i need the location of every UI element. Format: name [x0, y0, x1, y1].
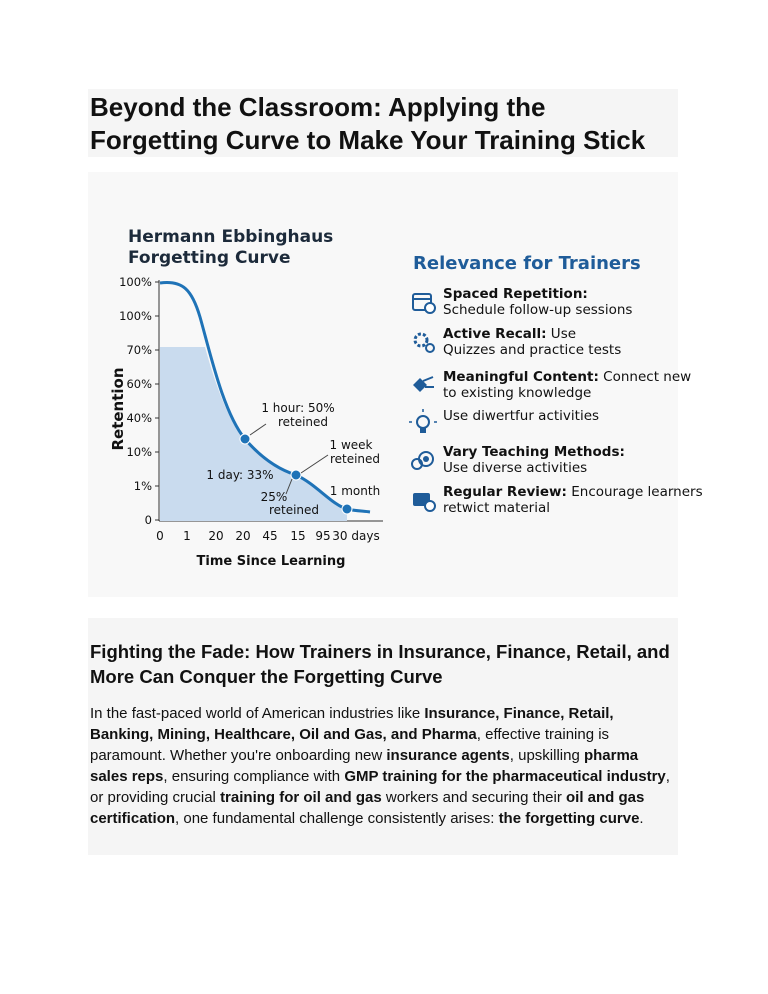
- relevance-item-line1: Spaced Repetition:: [443, 286, 588, 302]
- emphasis-text: oil and gas certification: [90, 789, 645, 827]
- relevance-item: [415, 326, 621, 358]
- x-tick-label: 45: [262, 529, 278, 543]
- relevance-item-line2: Schedule follow-up sessions: [443, 302, 633, 318]
- lightbulb-icon: [409, 409, 437, 433]
- annotation-25: 25%: [260, 490, 288, 504]
- body-text: workers and securing their: [381, 789, 566, 806]
- y-tick-label: 0: [144, 513, 152, 527]
- title-block: [88, 89, 678, 157]
- body-text: , effective training is paramount. Whether you're onboarding new: [90, 726, 610, 764]
- infographic-svg: [88, 172, 703, 597]
- relevance-item-line1: Meaningful Content: Connect new: [443, 369, 692, 385]
- chart-subtitle: Forgetting Curve: [128, 248, 291, 268]
- retention-area: [160, 347, 347, 521]
- annotation-1-week-sub: reteined: [329, 452, 381, 466]
- section-paragraph: [88, 703, 678, 829]
- annotation-1-month: 1 month: [329, 484, 381, 498]
- relevance-item-line2: retwict material: [443, 500, 550, 516]
- annotation-1-week: 1 week: [329, 438, 373, 452]
- x-tick-label: 30 days: [332, 529, 380, 543]
- annotation-1-hour-sub: reteined: [277, 415, 329, 429]
- y-tick-label: 70%: [126, 343, 152, 357]
- emphasis-text: insurance agents: [386, 747, 510, 764]
- relevance-item-line1: Active Recall: Use: [443, 326, 577, 342]
- y-axis-title: Retention: [109, 367, 127, 451]
- body-text: In the fast-paced world of American industries like: [90, 705, 425, 722]
- section-heading: Fighting the Fade: How Trainers in Insurance, Finance, Retail, and More Can Conquer the Forgetting Curve: [90, 641, 670, 687]
- x-tick-label: 95: [315, 529, 331, 543]
- connect-icon: [413, 377, 434, 392]
- relevance-item: [412, 444, 625, 476]
- leader-1-week: [301, 455, 328, 473]
- relevance-item: [413, 369, 691, 401]
- relevance-item: [413, 484, 703, 516]
- emphasis-text: training for oil and gas: [220, 789, 382, 806]
- emphasis-text: the forgetting curve: [498, 810, 640, 827]
- x-tick-label: 15: [290, 529, 306, 543]
- body-text: .: [639, 810, 644, 827]
- emphasis-text: GMP training for the pharmaceutical industry: [344, 768, 666, 785]
- annotation-25-sub: reteined: [268, 503, 320, 517]
- relevance-item-line1: Vary Teaching Methods:: [443, 444, 625, 460]
- point-1-week: [291, 470, 301, 480]
- relevance-item-line2: Use diverse activities: [443, 460, 588, 476]
- relevance-item-line2: Quizzes and practice tests: [443, 342, 622, 358]
- leader-1-hour: [250, 424, 266, 435]
- body-text: , or providing crucial: [90, 768, 670, 806]
- relevance-item-line1: Regular Review: Encourage learners: [443, 484, 703, 500]
- body-text: , ensuring compliance with: [163, 768, 345, 785]
- relevance-list: [409, 286, 703, 516]
- x-tick-label: 1: [183, 529, 191, 543]
- article-section: [88, 618, 678, 855]
- x-tick-label: 20: [235, 529, 251, 543]
- point-1-day: [240, 434, 250, 444]
- chart-title: Hermann Ebbinghaus: [128, 227, 334, 247]
- y-tick-label: 40%: [126, 411, 152, 425]
- point-1-month: [342, 504, 352, 514]
- page-title: Beyond the Classroom: Applying the Forgetting Curve to Make Your Training Stick: [90, 92, 646, 155]
- y-tick-label: 10%: [126, 445, 152, 459]
- annotation-1-day: 1 day: 33%: [206, 468, 274, 482]
- forgetting-curve-infographic: [88, 172, 703, 597]
- x-tick-group: [156, 529, 380, 543]
- x-tick-label: 20: [208, 529, 224, 543]
- y-tick-label: 100%: [119, 275, 152, 289]
- emphasis-text: Insurance, Finance, Retail, Banking, Mining, Healthcare, Oil and Gas, and Pharma: [90, 705, 614, 743]
- relevance-item-line2: to existing knowledge: [443, 385, 592, 401]
- y-tick-label: 60%: [126, 377, 152, 391]
- body-text: , one fundamental challenge consistently arises:: [175, 810, 499, 827]
- emphasis-text: pharma sales reps: [90, 747, 639, 785]
- review-icon: [413, 493, 435, 511]
- annotation-1-hour: 1 hour: 50%: [261, 401, 335, 415]
- y-tick-label: 100%: [119, 309, 152, 323]
- relevance-heading: Relevance for Trainers: [413, 253, 641, 274]
- x-axis-title: Time Since Learning: [196, 554, 346, 569]
- x-tick-label: 0: [156, 529, 164, 543]
- calendar-icon: [413, 294, 435, 313]
- people-icon: [412, 452, 433, 469]
- relevance-item: [413, 286, 632, 318]
- gears-icon: [415, 334, 434, 352]
- relevance-item: [409, 408, 599, 433]
- y-tick-label: 1%: [133, 479, 152, 493]
- relevance-item-line1: Use diwertfur activities: [443, 408, 600, 424]
- body-text: , upskilling: [509, 747, 584, 764]
